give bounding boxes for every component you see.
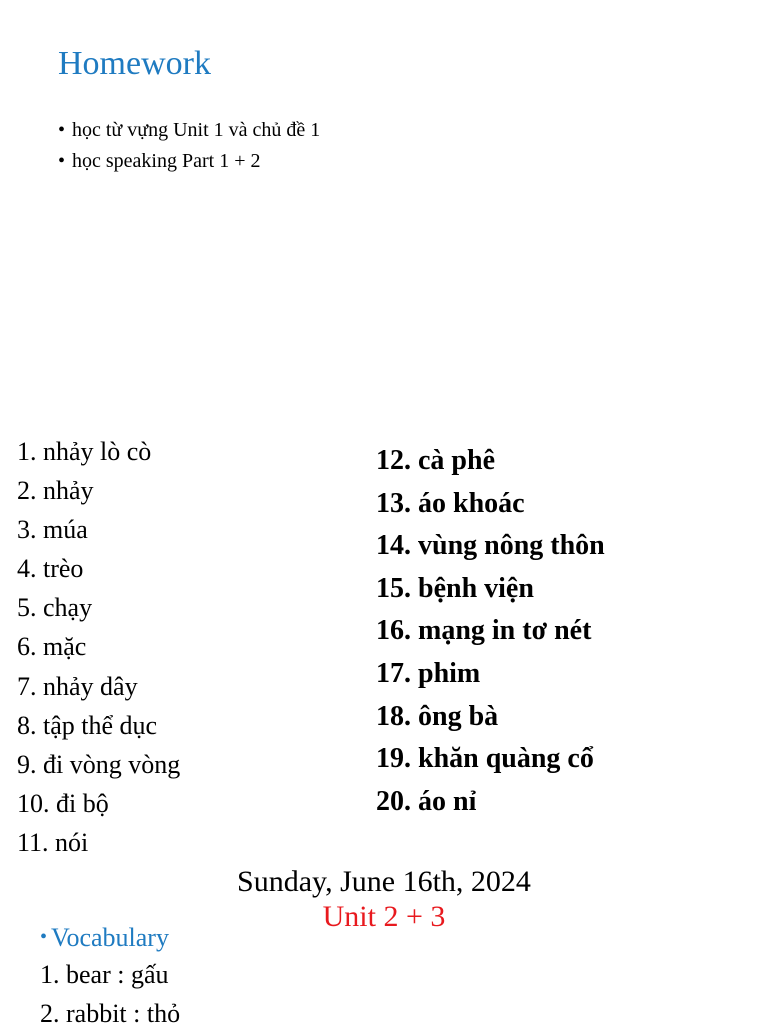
- homework-item-text: học từ vựng Unit 1 và chủ đề 1: [72, 119, 321, 141]
- word-item: 4. trèo: [17, 554, 84, 584]
- homework-list: [58, 116, 320, 178]
- vocabulary-list: [40, 957, 180, 1035]
- word-list-right: [376, 441, 605, 824]
- word-item: 16. mạng in tơ nét: [376, 615, 592, 647]
- lesson-date: Sunday, June 16th, 2024: [237, 865, 531, 898]
- homework-item: [58, 147, 320, 178]
- word-item: 10. đi bộ: [17, 788, 109, 818]
- bullet-icon: •: [40, 926, 48, 948]
- word-item: 15. bệnh viện: [376, 572, 534, 604]
- word-item: 14. vùng nông thôn: [376, 530, 605, 562]
- word-list-left: [17, 434, 180, 864]
- homework-item: [58, 116, 320, 147]
- word-item: 3. múa: [17, 515, 88, 545]
- bullet-icon: •: [58, 119, 66, 141]
- word-item: 6. mặc: [17, 632, 87, 662]
- homework-title: Homework: [58, 45, 211, 82]
- word-item: 18. ông bà: [376, 700, 499, 732]
- word-item: 9. đi vòng vòng: [17, 749, 181, 779]
- word-item: 5. chạy: [17, 593, 93, 623]
- vocabulary-heading: [40, 920, 169, 955]
- word-item: 20. áo nỉ: [376, 785, 477, 817]
- vocabulary-item: 2. rabbit : thỏ: [40, 999, 181, 1028]
- word-item: 7. nhảy dây: [17, 671, 138, 701]
- word-item: 2. nhảy: [17, 476, 94, 506]
- lesson-unit: Unit 2 + 3: [322, 900, 446, 933]
- word-item: 13. áo khoác: [376, 487, 525, 519]
- bullet-icon: •: [58, 150, 66, 172]
- word-item: 19. khăn quàng cổ: [376, 743, 594, 775]
- vocabulary-heading-text: Vocabulary: [51, 923, 169, 952]
- homework-item-text: học speaking Part 1 + 2: [72, 150, 261, 172]
- word-item: 17. phim: [376, 657, 481, 689]
- word-item: 12. cà phê: [376, 445, 495, 476]
- word-item: 1. nhảy lò cò: [17, 437, 152, 466]
- word-item: 8. tập thể dục: [17, 710, 158, 740]
- word-item: 11. nói: [17, 827, 89, 857]
- vocabulary-item: 1. bear : gấu: [40, 960, 169, 989]
